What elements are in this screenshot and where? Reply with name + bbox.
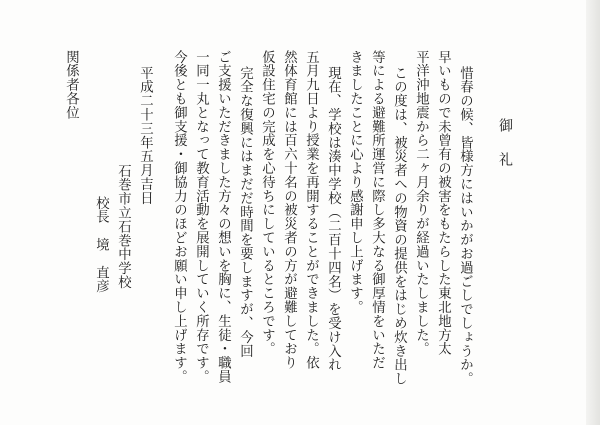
- body-line-11: 完全な復興にはまだだ時間を要しますが、今回: [237, 66, 253, 358]
- body-line-3: 平洋沖地震から二ヶ月余りが経過いたしました。: [413, 50, 429, 356]
- body-line-13: 一同一丸となって教育活動を展開していく所存です。: [193, 50, 209, 384]
- body-line-2: 早いもので未曾有の被害をもたらした東北地方太: [435, 50, 451, 356]
- body-line-10: 仮設住宅の完成を心待ちにしているところです。: [259, 50, 275, 356]
- body-line-7: 現在、学校は湊中学校（二百十四名）を受け入れ: [325, 66, 341, 372]
- body-line-4: この度は、被災者への物資の提供をはじめ炊き出し: [391, 66, 407, 386]
- date-line: 平成二十三年五月吉日: [137, 66, 153, 205]
- body-line-12: ご支援いただきました方々の想いを胸に、生徒・職員: [215, 50, 231, 384]
- addressee: 関係者各位: [63, 50, 79, 120]
- body-line-14: 今後とも御支援・御協力のほどお願い申し上げます。: [171, 50, 187, 384]
- school-name: 石巻市立石巻中学校: [115, 164, 131, 290]
- body-line-9: 然体育館には百六十名の被災者の方が避難しており: [281, 50, 297, 370]
- letter-title: 御礼: [497, 118, 513, 186]
- body-line-8: 五月九日より授業を再開することができました。依: [303, 50, 319, 370]
- body-line-6: きましたことに心より感謝申し上げます。: [347, 50, 363, 315]
- principal-name: 校長 境 直彦: [93, 196, 109, 294]
- paper-edge: [586, 0, 600, 425]
- body-line-5: 等による避難所運営に際し多大なる御厚情をいただ: [369, 50, 385, 370]
- body-line-1: 惜春の候、皆様方にはいかがお過ごしでしょうか。: [457, 66, 473, 386]
